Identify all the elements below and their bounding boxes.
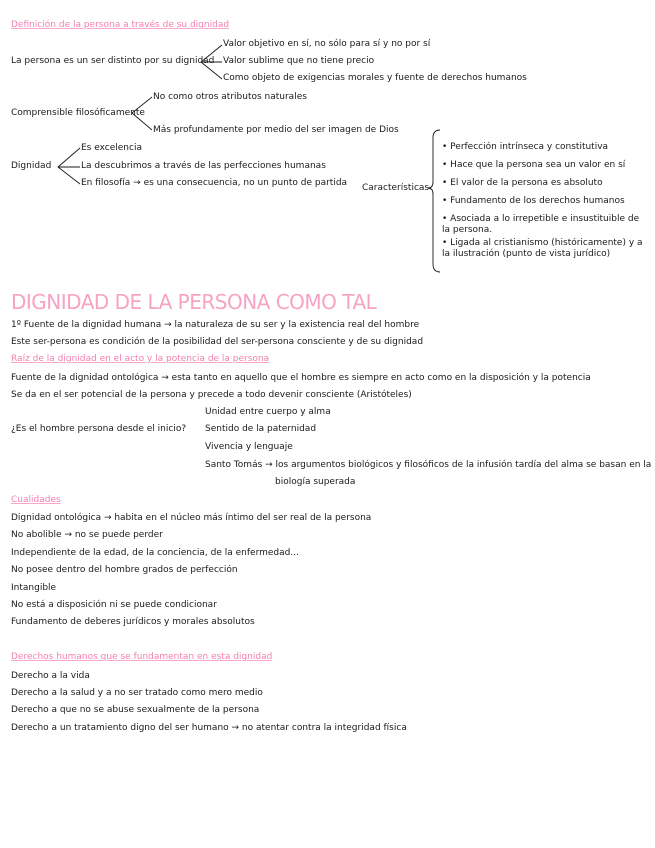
page-title: DIGNIDAD DE LA PERSONA COMO TAL [11,290,377,314]
list-item: • El valor de la persona es absoluto [442,178,603,188]
list-item: • Asociada a lo irrepetible e insustituible de la persona. [442,214,640,235]
raiz-answer-1: Unidad entre cuerpo y alma [205,407,331,417]
definicion-branch-1: Valor objetivo en sí, no sólo para sí y no por sí [223,39,431,49]
list-item: Intangible [11,583,57,593]
raiz-answer-4: Santo Tomás → los argumentos biológicos y filosóficos de la infusión tardía del alma se basan en la [205,460,652,470]
list-item: Independiente de la edad, de la conciencia, de la enfermedad... [11,548,299,558]
list-item: Dignidad ontológica → habita en el núcleo más íntimo del ser real de la persona [11,513,372,523]
list-item: • Hace que la persona sea un valor en sí [442,160,626,170]
list-item: No abolible → no se puede perder [11,530,163,540]
list-item: Derecho a la salud y a no ser tratado como mero medio [11,688,263,698]
raiz-question: ¿Es el hombre persona desde el inicio? [11,424,187,434]
comprensible-branch-2: Más profundamente por medio del ser imagen de Dios [153,125,399,135]
definicion-root: La persona es un ser distinto por su dignidad [11,56,215,66]
comprensible-branch-1: No como otros atributos naturales [153,92,307,102]
heading-cualidades: Cualidades [11,495,61,505]
heading-raiz: Raíz de la dignidad en el acto y la potencia de la persona [11,354,270,364]
list-item: • Perfección intrínseca y constitutiva [442,142,609,152]
caracteristicas-label: Características [362,183,430,193]
raiz-line-2: Se da en el ser potencial de la persona y precede a todo devenir consciente (Aristóteles) [11,390,412,400]
dignidad-branch-2: La descubrimos a través de las perfecciones humanas [81,161,326,171]
list-item: Derecho a que no se abuse sexualmente de la persona [11,705,260,715]
raiz-line-1: Fuente de la dignidad ontológica → esta tanto en aquello que el hombre es siempre en acto como en la disposición y la potencia [11,373,591,383]
dignidad-root: Dignidad [11,161,52,171]
heading-derechos: Derechos humanos que se fundamentan en esta dignidad [11,652,273,662]
raiz-answer-2: Sentido de la paternidad [205,424,317,434]
intro-line-1: 1º Fuente de la dignidad humana → la naturaleza de su ser y la existencia real del hombre [11,320,420,330]
list-item: • Ligada al cristianismo (históricamente) y a la ilustración (punto de vista jurídico) [442,238,643,259]
intro-line-2: Este ser-persona es condición de la posibilidad del ser-persona consciente y de su dignidad [11,337,424,347]
dignidad-branch-1: Es excelencia [81,143,142,153]
definicion-branch-2: Valor sublime que no tiene precio [223,56,375,66]
connector-dignidad [58,148,80,184]
definicion-branch-3: Como objeto de exigencias morales y fuente de derechos humanos [223,73,527,83]
heading-definicion: Definición de la persona a través de su dignidad [11,20,230,30]
raiz-answer-5: biología superada [275,477,356,487]
list-item: Derecho a un tratamiento digno del ser humano → no atentar contra la integridad física [11,723,407,733]
raiz-answer-3: Vivencia y lenguaje [205,442,293,452]
comprensible-root: Comprensible filosóficamente [11,108,145,118]
list-item: Derecho a la vida [11,671,90,681]
caracteristicas-brace [428,130,440,272]
list-item: Fundamento de deberes jurídicos y morales absolutos [11,617,255,627]
list-item: No está a disposición ni se puede condicionar [11,600,217,610]
dignidad-branch-3: En filosofía → es una consecuencia, no un punto de partida [81,178,348,188]
list-item: • Fundamento de los derechos humanos [442,196,625,206]
list-item: No posee dentro del hombre grados de perfección [11,565,238,575]
